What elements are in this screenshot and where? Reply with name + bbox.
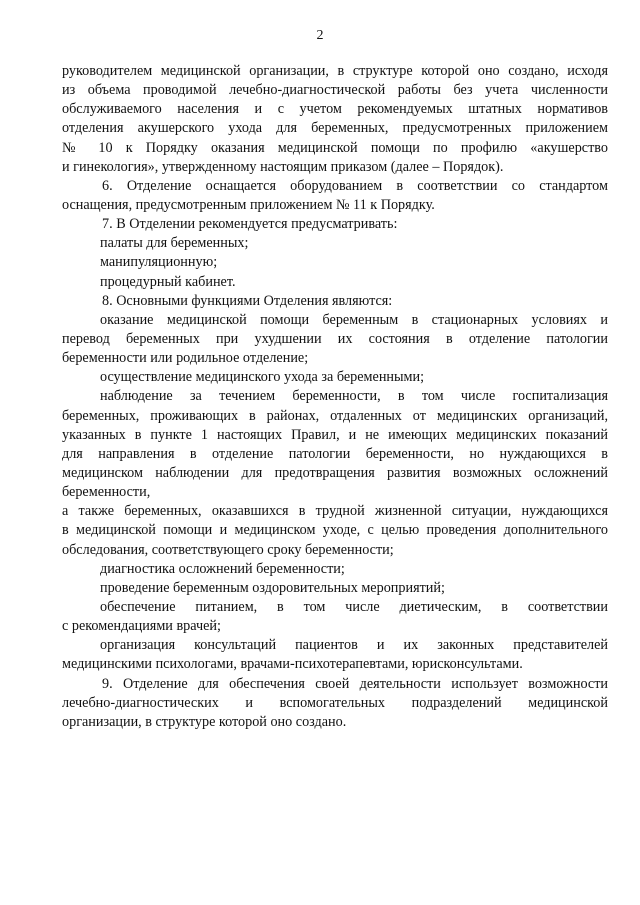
document-body	[62, 62, 608, 732]
text-line: проведение беременным оздоровительных мероприятий;	[100, 579, 445, 596]
text-line: отделения акушерского ухода для беременных, предусмотренных приложением	[62, 120, 608, 137]
text-line: а также беременных, оказавшихся в трудной жизненной ситуации, нуждающихся	[62, 503, 608, 520]
text-line: 8. Основными функциями Отделения являются:	[102, 292, 393, 309]
text-line: в медицинской помощи и медицинском уходе, с целью проведения дополнительного	[62, 522, 608, 539]
text-line: лечебно-диагностических и вспомогательных подразделений медицинской	[62, 694, 608, 711]
text-line: № 10 к Порядку оказания медицинской помощи по профилю «акушерство	[62, 139, 608, 156]
text-line: 7. В Отделении рекомендуется предусматривать:	[102, 216, 398, 233]
text-line: с рекомендациями врачей;	[62, 618, 221, 635]
text-line: оснащения, предусмотренным приложением № 11 к Порядку.	[62, 196, 435, 213]
text-line: процедурный кабинет.	[100, 273, 236, 290]
text-line: обеспечение питанием, в том числе диетическим, в соответствии	[100, 598, 608, 615]
text-line: беременных, проживающих в районах, отдаленных от медицинских организаций,	[62, 407, 608, 424]
text-line: манипуляционную;	[100, 254, 218, 271]
text-line: 6. Отделение оснащается оборудованием в соответствии со стандартом	[102, 177, 608, 194]
text-line: оказание медицинской помощи беременным в стационарных условиях и	[100, 311, 608, 328]
text-line: беременности или родильное отделение;	[62, 350, 309, 367]
text-line: медицинском наблюдении для предотвращения развития возможных осложнений	[62, 464, 608, 481]
text-line: осуществление медицинского ухода за беременными;	[100, 369, 425, 386]
text-line: 9. Отделение для обеспечения своей деятельности использует возможности	[102, 675, 608, 692]
text-line: перевод беременных при ухудшении их состояния в отделение патологии	[62, 330, 608, 347]
text-line: для направления в отделение патологии беременности, но нуждающихся в	[62, 445, 608, 462]
text-line: беременности,	[62, 484, 151, 501]
text-line: руководителем медицинской организации, в структуре которой оно создано, исходя	[62, 63, 608, 79]
text-line: и гинекология», утвержденному настоящим приказом (далее – Порядок).	[62, 158, 504, 175]
text-line: обследования, соответствующего сроку беременности;	[62, 541, 394, 558]
page-number: 2	[316, 28, 324, 43]
text-line: организация консультаций пациентов и их законных представителей	[100, 637, 608, 654]
text-line: палаты для беременных;	[100, 235, 249, 252]
text-line: организации, в структуре которой оно создано.	[62, 713, 347, 730]
text-line: наблюдение за течением беременности, в том числе госпитализация	[100, 388, 608, 405]
text-line: обслуживаемого населения и с учетом рекомендуемых штатных нормативов	[62, 101, 608, 118]
text-line: указанных в пункте 1 настоящих Правил, и не имеющих медицинских показаний	[62, 426, 608, 443]
text-line: диагностика осложнений беременности;	[100, 560, 345, 577]
text-line: из объема проводимой лечебно-диагностической работы без учета численности	[62, 82, 608, 99]
text-line: медицинскими психологами, врачами-психотерапевтами, юрисконсультами.	[62, 656, 523, 673]
